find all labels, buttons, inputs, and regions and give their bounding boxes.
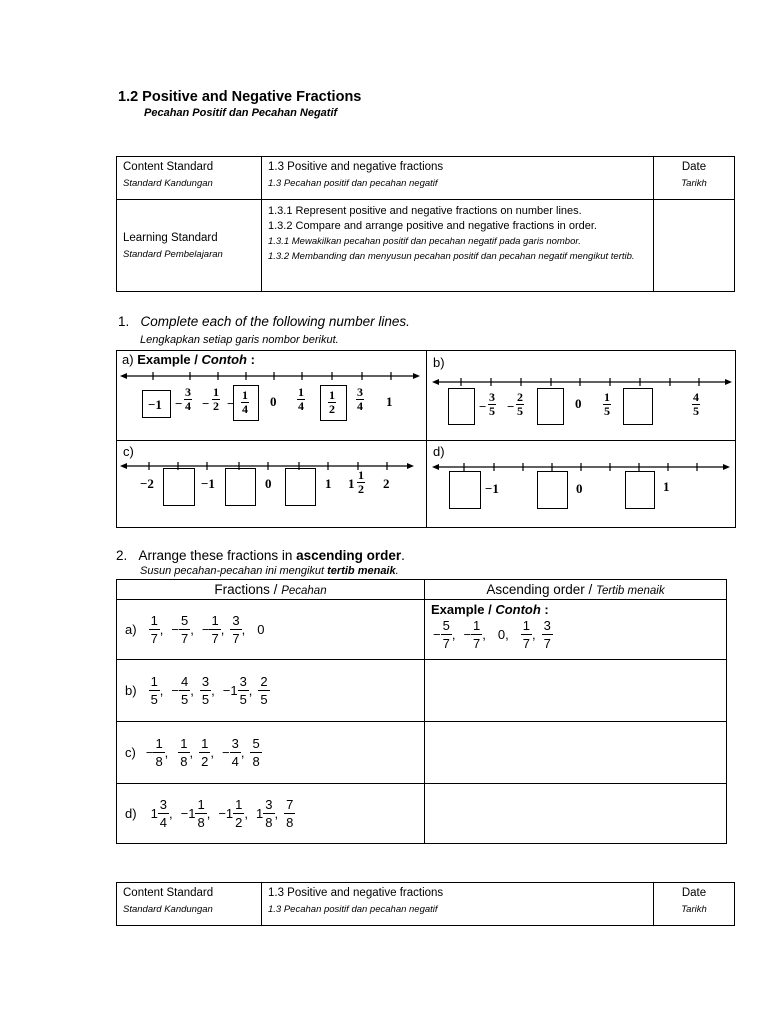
answer-box[interactable] xyxy=(537,471,568,509)
answer-box[interactable] xyxy=(225,468,256,506)
tick-label: −2 xyxy=(140,476,154,491)
fraction-label: 1 5 xyxy=(604,390,610,418)
fractions-row-c: c) − $\frac{1}{8}$ , $\frac{1}{8}$ , $\frac{1}{2}$ , − $\frac{3}{4}$ , $\frac{5}{8}$ xyxy=(117,722,425,784)
fractions-row-a: a) $\frac{1}{7}$ , − $\frac{5}{7}$ , − $\frac{1}{7}$ , $\frac{3}{7}$ , 0 xyxy=(117,600,425,660)
answer-box[interactable] xyxy=(625,471,655,509)
content-standard-label-ms: Standard Kandungan xyxy=(123,178,213,189)
tick-label: 1 xyxy=(325,476,332,491)
fraction-label: 1 2 xyxy=(213,385,219,413)
tick-label: 1 xyxy=(386,394,393,409)
numberline-b-label: b) xyxy=(433,355,445,370)
fraction-label: 1 4 xyxy=(298,385,304,413)
answer-box: 1 4 xyxy=(233,385,259,421)
standards-table-bottom xyxy=(116,882,735,926)
content-standard-value: 1.3 Positive and negative fractions xyxy=(268,161,444,173)
date-label: Date xyxy=(681,161,707,173)
content-standard-value-ms: 1.3 Pecahan positif dan pecahan negatif xyxy=(268,178,438,189)
numberline-d-label: d) xyxy=(433,444,445,459)
col-ascending-header: Ascending order / Tertib menaik xyxy=(425,580,727,600)
fraction-label: 2 5 xyxy=(517,390,523,418)
learning-standard-label: Learning Standard xyxy=(123,231,218,244)
answer-row-c[interactable] xyxy=(425,722,727,784)
content-standard-label: Content Standard xyxy=(123,161,214,173)
answer-box[interactable] xyxy=(285,468,316,506)
fraction-label: 3 5 xyxy=(489,390,495,418)
numberline-a-label: a) Example / Contoh : xyxy=(122,352,255,367)
question-1-sub: Lengkapkan setiap garis nombor berikut. xyxy=(140,334,339,346)
answer-box[interactable] xyxy=(537,388,564,425)
answer-box[interactable] xyxy=(163,468,195,506)
fraction-label: 3 4 xyxy=(357,385,363,413)
tick-label: −1 xyxy=(201,476,215,491)
learning-standard-label-ms: Standard Pembelajaran xyxy=(123,248,223,260)
answer-box[interactable] xyxy=(448,388,475,425)
date-label-ms: Tarikh xyxy=(681,178,707,189)
section-subtitle: Pecahan Positif dan Pecahan Negatif xyxy=(144,107,338,119)
answer-box: −1 xyxy=(142,390,171,418)
fraction-label: 3 4 xyxy=(185,385,191,413)
tick-label: 1 xyxy=(348,476,355,491)
date-cell[interactable] xyxy=(654,200,735,292)
fractions-row-d: d) 1 $\frac{3}{4}$ , −1 $\frac{1}{8}$ , −1 $\frac{1}{2}$ , 1 $\frac{3}{8}$ , $\frac{7}{8}$ xyxy=(117,784,425,844)
learning-standard-item: 1.3.1 Mewakilkan pecahan positif dan pecahan negatif pada garis nombor. xyxy=(268,236,581,247)
fraction-label: 1 2 xyxy=(358,468,364,496)
tick-label: 1 xyxy=(663,479,670,494)
question-1: 1. Complete each of the following number lines. xyxy=(118,314,410,329)
tick-label: 0 xyxy=(265,476,272,491)
answer-row-a: Example / Contoh : − $\frac{5}{7}$ , − $\frac{1}{7}$ , 0, $\frac{1}{7}$ , $\frac{3}{7}$ xyxy=(425,600,727,660)
fraction-label: 4 5 xyxy=(693,390,699,418)
numberline-c-label: c) xyxy=(123,444,134,459)
answer-box[interactable] xyxy=(623,388,653,425)
content-standard-label-ms: Standard Kandungan xyxy=(123,904,213,915)
answer-row-d[interactable] xyxy=(425,784,727,844)
fractions-row-b: b) $\frac{1}{5}$ , − $\frac{4}{5}$ , $\frac{3}{5}$ , −1 $\frac{3}{5}$ , $\frac{2}{5}$ xyxy=(117,660,425,722)
section-title: 1.2 Positive and Negative Fractions xyxy=(118,89,362,105)
tick-label: 2 xyxy=(383,476,390,491)
date-label: Date xyxy=(681,887,707,899)
standards-table-top xyxy=(116,156,735,292)
tick-label: 0 xyxy=(575,396,582,411)
content-standard-value: 1.3 Positive and negative fractions xyxy=(268,887,444,899)
ascending-order-table xyxy=(116,579,727,844)
answer-box[interactable] xyxy=(449,471,481,509)
col-fractions-header: Fractions / Pecahan xyxy=(117,580,425,600)
tick-label: 0 xyxy=(270,394,277,409)
learning-standard-item: 1.3.2 Compare and arrange positive and negative fractions in order. xyxy=(268,220,597,232)
tick-label: 0 xyxy=(576,481,583,496)
content-standard-label: Content Standard xyxy=(123,887,214,899)
answer-box: 1 2 xyxy=(320,385,347,421)
tick-label: −1 xyxy=(485,481,499,496)
question-2-sub: Susun pecahan-pecahan ini mengikut tertib menaik. xyxy=(140,565,399,577)
question-2: 2. Arrange these fractions in ascending order. xyxy=(116,548,405,563)
date-label-ms: Tarikh xyxy=(681,904,707,915)
learning-standard-item: 1.3.1 Represent positive and negative fractions on number lines. xyxy=(268,205,582,217)
learning-standard-item: 1.3.2 Membanding dan menyusun pecahan positif dan pecahan negatif mengikut tertib. xyxy=(268,251,635,262)
answer-row-b[interactable] xyxy=(425,660,727,722)
content-standard-value-ms: 1.3 Pecahan positif dan pecahan negatif xyxy=(268,904,438,915)
